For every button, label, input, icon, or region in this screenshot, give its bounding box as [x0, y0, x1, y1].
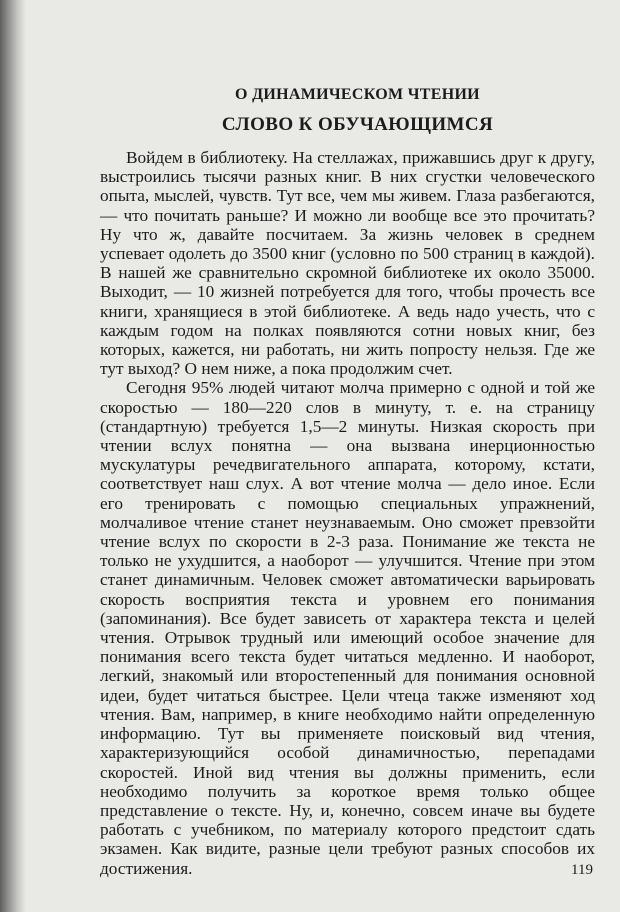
paragraph-2: Сегодня 95% людей читают молча примерно с одной и той же скоростью — 180—220 слов в минуту, т. е. на страницу (стандартную) требуется 1,5—2 минуты. Низкая скорость при чтении вслух понятна — она вызвана инерционностью мускулатуры речедвигательного аппарата, которому, кстати, соответствует наш слух. А вот чтение молча — дело иное. Если его тренировать с помощью специальных упражнений, молчаливое чтение станет неузнаваемым. Оно сможет превзойти чтение вслух по скорости в 2-3 раза. Понимание же текста не только не ухудшится, а наоборот — улучшится. Чтение при этом станет динамичным. Человек сможет автоматически варьировать скорость восприятия текста и уровнем его понимания (запоминания). Все будет зависеть от характера текста и целей чтения. Отрывок трудный или имеющий особое значение для понимания всего текста будет читаться медленно. И наоборот, легкий, знакомый или второстепенный для понимания основной идеи, будет читаться быстрее. Цели чтеца также изменяют ход чтения. Вам, например, в книге необходимо найти определенную информацию. Тут вы применяете поисковый вид чтения, характеризующийся особой динамичностью, перепадами скоростей. Иной вид чтения вы должны применить, если необходимо получить за короткое время только общее представление о тексте. Ну, и, конечно, совсем иначе вы будете работать с учебником, по материалу которого предстоит сдать экзамен. Как видите, разные цели требуют разных способов их достижения. [100, 378, 595, 878]
chapter-heading: О ДИНАМИЧЕСКОМ ЧТЕНИИ [235, 86, 480, 103]
book-spine-shadow [0, 0, 26, 912]
section-subheading: СЛОВО К ОБУЧАЮЩИМСЯ [221, 114, 494, 135]
page-content [100, 86, 595, 878]
page-number: 119 [571, 862, 593, 878]
paragraph-1: Войдем в библиотеку. На стеллажах, прижавшись друг к другу, выстроились тысячи разных книг. В них сгустки человеческого опыта, мыслей, чувств. Тут все, чем мы живем. Глаза разбегаются, — что почитать раньше? И можно ли вообще все это прочитать? Ну что ж, давайте посчитаем. За жизнь человек в среднем успевает одолеть до 3500 книг (условно по 500 страниц в каждой). В нашей же сравнительно скромной библиотеке их около 35000. Выходит, — 10 жизней потребуется для того, чтобы прочесть все книги, хранящиеся в этой библиотеке. А ведь надо учесть, что с каждым годом на полках появляются сотни новых книг, без которых, кажется, ни работать, ни жить попросту нельзя. Где же тут выход? О нем ниже, а пока продолжим счет. [100, 148, 595, 379]
